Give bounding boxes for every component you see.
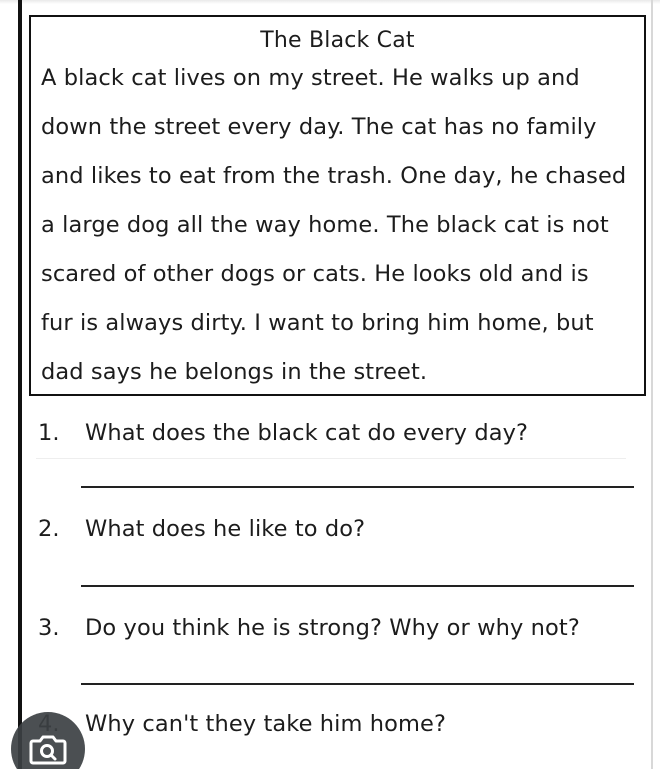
story-line-7: dad says he belongs in the street. — [41, 359, 428, 385]
answer-line-3[interactable] — [81, 683, 634, 685]
story-line-2: down the street every day. The cat has no family — [41, 114, 597, 140]
question-1-number: 1. — [38, 420, 60, 446]
question-1-text: What does the black cat do every day? — [85, 420, 529, 446]
page-top-edge — [0, 0, 660, 4]
question-4-text: Why can't they take him home? — [85, 711, 446, 737]
question-3-number: 3. — [38, 615, 60, 641]
story-line-6: fur is always dirty. I want to bring him home, but — [41, 310, 594, 336]
story-line-3: and likes to eat from the trash. One day, he chased — [41, 163, 627, 189]
camera-search-icon — [29, 732, 67, 766]
left-border-rule — [18, 0, 22, 769]
answer-line-1[interactable] — [81, 486, 634, 488]
story-line-1: A black cat lives on my street. He walks up and — [41, 65, 580, 91]
question-3-text: Do you think he is strong? Why or why not? — [85, 615, 580, 641]
visual-search-button[interactable] — [11, 712, 85, 769]
answer-line-2[interactable] — [81, 585, 634, 587]
right-border-rule — [651, 0, 653, 769]
story-title: The Black Cat — [260, 28, 415, 53]
faded-guide-line — [36, 458, 626, 459]
story-box — [29, 15, 646, 396]
story-line-5: scared of other dogs or cats. He looks old and is — [41, 261, 589, 287]
question-2-text: What does he like to do? — [85, 516, 366, 542]
story-line-4: a large dog all the way home. The black cat is not — [41, 212, 609, 238]
question-2-number: 2. — [38, 516, 60, 542]
